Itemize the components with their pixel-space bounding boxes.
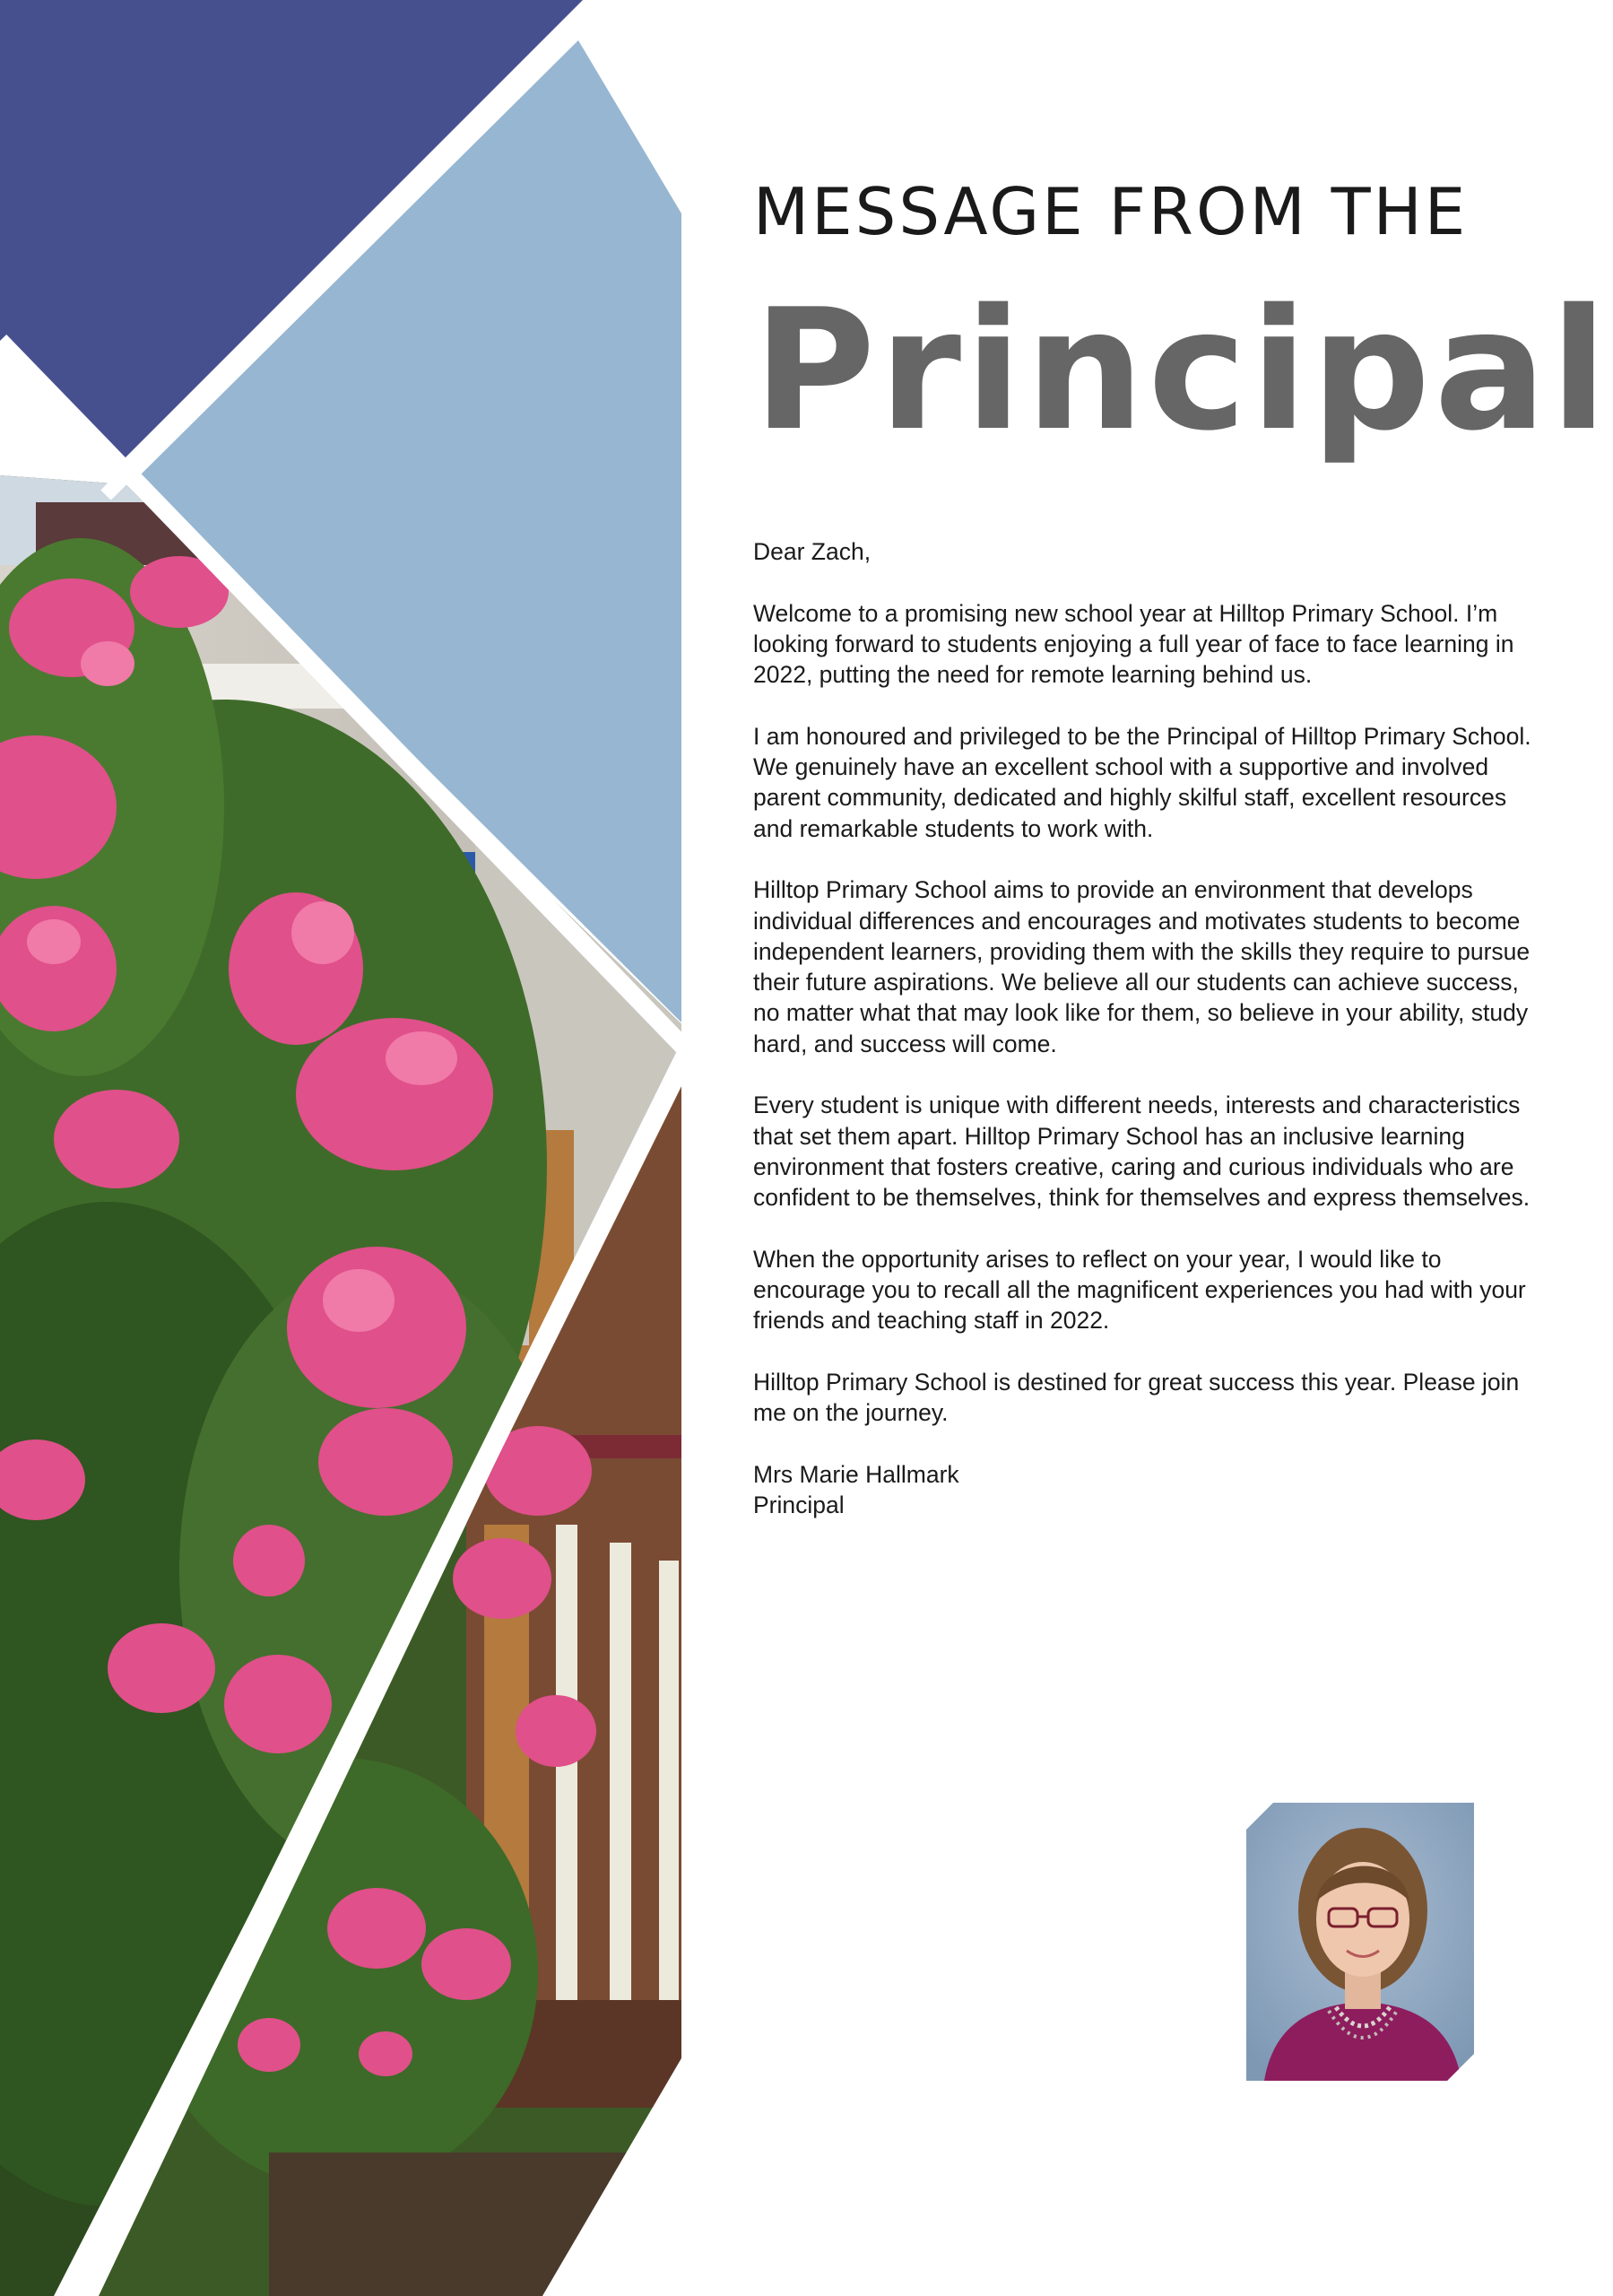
portrait-image: [1246, 1803, 1474, 2081]
letter-paragraph-1: Welcome to a promising new school year at Hilltop Primary School. I’m looking forward to students enjoying a full year of face to face learning in 2022, putting the need for remote learning behind us.: [753, 599, 1514, 689]
letter-paragraph-2: I am honoured and privileged to be the Principal of Hilltop Primary School. We genuinely have an excellent school with a supportive and involved parent community, dedicated and highly skilful staff, excellent resources and remarkable students to work with.: [753, 722, 1531, 842]
letter-paragraph-3: Hilltop Primary School aims to provide an environment that develops individual differences and encourages and motivates students to become independent learners, providing them with the skills they require to pursue their future aspirations. We believe all our students can achieve success, no matter what that may look like for them, so believe in your ability, study hard, and success will come.: [753, 876, 1531, 1057]
signature-name: Mrs Marie Hallmark: [753, 1460, 959, 1488]
signoff: [753, 1459, 1533, 1521]
heading-message-from: MESSAGE FROM THE: [753, 174, 1469, 249]
principal-portrait: [1246, 1803, 1474, 2081]
letter-paragraph-5: When the opportunity arises to reflect on your year, I would like to encourage you to recall all the magnificent experiences you had with your friends and teaching staff in 2022.: [753, 1245, 1526, 1335]
letter-salutation: Dear Zach,: [753, 538, 872, 565]
signature-title: Principal: [753, 1492, 845, 1519]
heading-principal: Principal: [753, 273, 1611, 467]
letter-paragraph-4: Every student is unique with different needs, interests and characteristics that set them apart. Hilltop Primary School has an inclusive learning environment that fosters creative, caring and curious individuals who are confident to be themselves, think for themselves and express themselves.: [753, 1091, 1531, 1212]
letter-paragraph-6: Hilltop Primary School is destined for great success this year. Please join me on the journey.: [753, 1369, 1520, 1427]
letter-body: [753, 536, 1533, 1521]
message-section: [753, 174, 1611, 1521]
